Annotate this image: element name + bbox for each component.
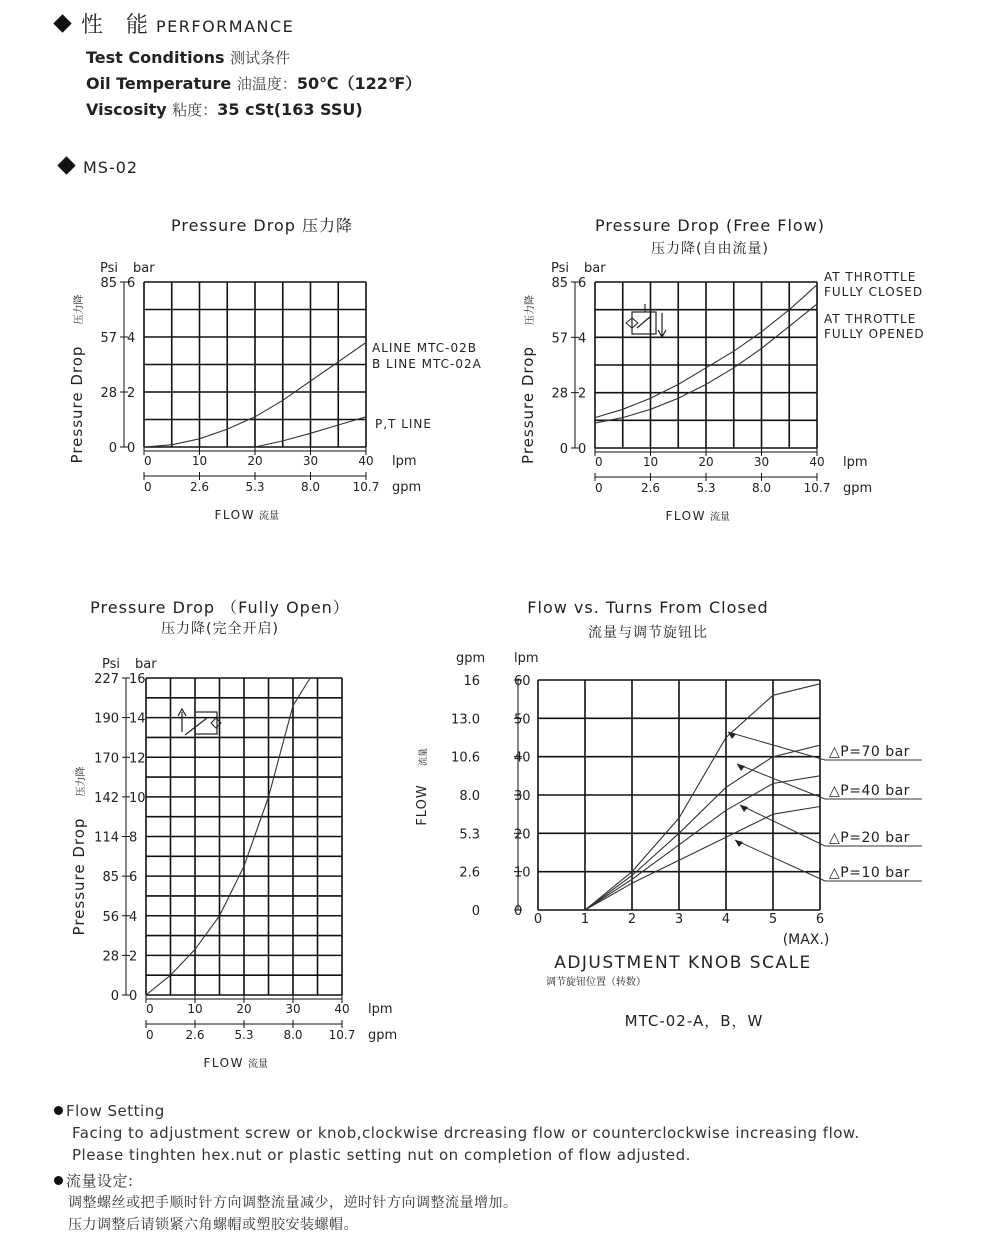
series-line-4 xyxy=(585,807,820,911)
lpm-tick-label: 40 xyxy=(514,750,531,766)
annotation-label: P,T LINE xyxy=(375,417,432,431)
condition-label: Test Conditions xyxy=(86,48,225,67)
x-axis-title: FLOW xyxy=(665,509,706,523)
psi-tick-label: 28 xyxy=(102,949,119,965)
annotation-label: AT THROTTLE xyxy=(824,270,917,284)
gpm-tick-label: 5.3 xyxy=(459,827,480,843)
leader-line xyxy=(740,805,825,846)
gpm-tick-label: 0 xyxy=(471,904,480,919)
bar-tick-label: 2 xyxy=(129,949,138,965)
x-unit-gpm: gpm xyxy=(368,1028,398,1043)
x-unit-lpm: lpm xyxy=(843,455,868,470)
bar-tick-label: 4 xyxy=(578,331,587,347)
y-axis-title: FLOW xyxy=(415,784,430,826)
note-line-en: Please tinghten hex.nut or plastic setting nut on completion of flow adjusted. xyxy=(72,1146,691,1164)
gpm-tick-label: 2.6 xyxy=(189,480,210,494)
condition-label: Viscosity xyxy=(86,100,167,119)
chart-4 xyxy=(415,598,829,1030)
model-name: MS-02 xyxy=(83,158,139,177)
chart-1 xyxy=(68,216,421,522)
gpm-tick-label: 5.3 xyxy=(696,481,716,495)
lpm-tick-label: 30 xyxy=(285,1002,301,1016)
chart-2 xyxy=(519,216,872,523)
x-unit-gpm: gpm xyxy=(392,480,422,495)
bar-tick-label: 12 xyxy=(129,751,146,767)
lpm-tick-label: 40 xyxy=(358,454,374,468)
valve-body xyxy=(632,312,656,334)
y-axis-title-cn: 流量 xyxy=(419,747,429,767)
gpm-tick-label: 10.7 xyxy=(803,481,831,495)
gpm-tick-label: 5.3 xyxy=(234,1028,254,1042)
series-legend-label: △P=20 bar xyxy=(829,830,910,846)
gpm-tick-label: 2.6 xyxy=(185,1028,205,1042)
x-unit-gpm: gpm xyxy=(843,481,873,496)
bar-tick-label: 14 xyxy=(129,711,146,727)
psi-tick-label: 190 xyxy=(94,711,119,727)
lpm-tick-label: 0 xyxy=(146,1002,154,1016)
psi-tick-label: 28 xyxy=(551,386,568,402)
bar-tick-label: 16 xyxy=(129,672,146,687)
note-title-cn-text: 流量设定: xyxy=(66,1172,134,1190)
y-axis-title: Pressure Drop xyxy=(519,346,537,464)
x-axis-title: FLOW xyxy=(203,1056,244,1070)
psi-tick-label: 85 xyxy=(551,276,568,291)
x-tick-label: 6 xyxy=(815,912,825,927)
annotation-label: FULLY OPENED xyxy=(824,327,925,341)
x-axis-title-cn: 调节旋钮位置（转数） xyxy=(546,977,646,988)
condition-value: 35 cSt(163 SSU) xyxy=(217,100,363,119)
psi-tick-label: 170 xyxy=(94,751,119,767)
bullet-icon xyxy=(54,1106,63,1115)
psi-tick-label: 0 xyxy=(110,989,119,1004)
annotation-label: B LINE MTC-02A xyxy=(372,357,482,371)
note-title-en xyxy=(54,1100,860,1122)
bar-tick-label: 0 xyxy=(578,442,587,457)
x-unit-lpm: lpm xyxy=(368,1002,393,1017)
gpm-tick-label: 8.0 xyxy=(751,481,772,495)
chart-subtitle: 压力降(自由流量) xyxy=(651,241,769,257)
psi-tick-label: 57 xyxy=(551,331,568,347)
condition-value: 50℃（122℉） xyxy=(296,74,422,93)
valve-lines xyxy=(178,709,195,745)
bar-tick-label: 4 xyxy=(127,331,136,346)
psi-tick-label: 227 xyxy=(94,672,119,687)
gpm-tick-label: 16 xyxy=(463,674,480,689)
condition-label: Oil Temperature xyxy=(86,74,232,93)
chart-title: Pressure Drop （Fully Open） xyxy=(90,598,350,617)
psi-tick-label: 56 xyxy=(102,909,119,925)
series-legend-label: △P=40 bar xyxy=(829,783,910,799)
bar-tick-label: 6 xyxy=(578,276,587,291)
condition-label-cn: 油温度： xyxy=(236,75,297,93)
chart-subtitle: 压力降(完全开启) xyxy=(161,621,279,637)
y-axis-title: Pressure Drop xyxy=(68,345,86,464)
lpm-tick-label: 10 xyxy=(191,454,208,468)
psi-tick-label: 85 xyxy=(102,870,119,886)
bar-tick-label: 8 xyxy=(129,830,138,846)
x-unit-lpm: lpm xyxy=(392,454,417,469)
bullet-icon xyxy=(54,1176,63,1185)
lpm-tick-label: 20 xyxy=(236,1002,252,1016)
lpm-tick-label: 40 xyxy=(334,1002,350,1016)
lpm-tick-label: 30 xyxy=(753,455,770,469)
x-axis-title: FLOW xyxy=(214,508,255,522)
psi-tick-label: 0 xyxy=(559,442,568,457)
gpm-tick-label: 0 xyxy=(595,481,603,495)
psi-tick-label: 142 xyxy=(94,790,119,806)
chart-3 xyxy=(70,598,397,1070)
throttle-valve-icon xyxy=(178,709,221,745)
lpm-tick-label: 50 xyxy=(514,712,531,728)
x-axis-title-cn: 流量 xyxy=(248,1059,268,1070)
lpm-tick-label: 30 xyxy=(302,454,319,468)
leader-line xyxy=(735,840,825,881)
annotation-label: ALINE MTC-02B xyxy=(372,341,477,355)
psi-tick-label: 114 xyxy=(94,830,119,846)
x-tick-label: 4 xyxy=(721,912,731,927)
arrowhead-icon xyxy=(740,805,748,812)
y-axis-title-cn: 压力降 xyxy=(76,766,87,797)
y-unit-gpm: gpm xyxy=(456,651,486,666)
psi-tick-label: 28 xyxy=(100,386,117,401)
y-unit-psi: Psi xyxy=(551,261,569,276)
lpm-tick-label: 60 xyxy=(514,674,531,689)
gpm-tick-label: 5.3 xyxy=(245,480,265,494)
y-unit-bar: bar xyxy=(584,261,606,276)
flow-setting-notes xyxy=(54,1100,860,1236)
bar-tick-label: 2 xyxy=(127,386,136,401)
condition-label-cn: 测试条件 xyxy=(230,49,291,67)
bar-tick-label: 6 xyxy=(127,276,136,291)
x-axis-title: ADJUSTMENT KNOB SCALE xyxy=(554,953,812,973)
y-axis-title-cn: 压力降 xyxy=(74,294,85,325)
gpm-tick-label: 13.0 xyxy=(451,712,480,728)
gpm-tick-label: 10.6 xyxy=(451,750,480,766)
bar-tick-label: 10 xyxy=(129,790,146,806)
psi-tick-label: 85 xyxy=(100,276,117,291)
y-axis-title-cn: 压力降 xyxy=(525,295,536,325)
chart-title: Pressure Drop 压力降 xyxy=(171,216,353,235)
annotation-label: FULLY CLOSED xyxy=(824,285,924,299)
arrowhead-icon xyxy=(735,840,743,847)
gpm-tick-label: 0 xyxy=(144,480,152,494)
annotation-label: AT THROTTLE xyxy=(824,312,917,326)
psi-tick-label: 0 xyxy=(108,441,117,456)
x-tick-label: 3 xyxy=(674,912,684,927)
gpm-tick-label: 2.6 xyxy=(459,865,480,881)
x-tick-label: 0 xyxy=(533,912,543,927)
series-legend-label: △P=10 bar xyxy=(829,865,910,881)
y-axis-title: Pressure Drop xyxy=(70,817,88,936)
note-line-en: Facing to adjustment screw or knob,clockwise drcreasing flow or counterclockwise increasing flow. xyxy=(72,1124,860,1142)
lpm-tick-label: 0 xyxy=(514,904,523,919)
lpm-tick-label: 0 xyxy=(144,454,152,468)
gpm-tick-label: 10.7 xyxy=(352,480,380,494)
lpm-tick-label: 20 xyxy=(698,455,714,469)
bar-tick-label: 0 xyxy=(129,989,138,1004)
x-axis-title-cn: 流量 xyxy=(710,512,730,523)
x-tick-label: 2 xyxy=(627,912,637,927)
performance-title-cn: 性 能 xyxy=(81,13,156,38)
leader-line xyxy=(737,764,825,799)
note-title-cn xyxy=(54,1170,860,1192)
psi-tick-label: 57 xyxy=(100,331,117,346)
lpm-tick-label: 10 xyxy=(642,455,659,469)
bar-tick-label: 6 xyxy=(129,870,138,886)
condition-label-cn: 粘度： xyxy=(172,101,218,119)
lpm-tick-label: 0 xyxy=(595,455,603,469)
gpm-tick-label: 8.0 xyxy=(300,480,321,494)
chart-title: Pressure Drop (Free Flow) xyxy=(594,216,826,235)
y-unit-bar: bar xyxy=(133,261,155,276)
y-unit-bar: bar xyxy=(135,657,157,672)
lpm-tick-label: 20 xyxy=(514,827,531,843)
performance-title-en: PERFORMANCE xyxy=(156,17,295,36)
gpm-tick-label: 10.7 xyxy=(328,1028,356,1042)
valve-arrow xyxy=(637,316,651,328)
gpm-tick-label: 2.6 xyxy=(640,481,661,495)
note-title-en-text: Flow Setting xyxy=(66,1102,165,1120)
gpm-tick-label: 8.0 xyxy=(283,1028,303,1042)
y-unit-lpm: lpm xyxy=(514,651,539,666)
bar-tick-label: 2 xyxy=(578,386,587,402)
y-unit-psi: Psi xyxy=(102,657,120,672)
gpm-tick-label: 8.0 xyxy=(459,789,480,804)
lpm-tick-label: 20 xyxy=(247,454,263,468)
valve-body xyxy=(195,712,217,734)
x-axis-title-cn: 流量 xyxy=(259,511,279,522)
y-unit-psi: Psi xyxy=(100,261,118,276)
lpm-tick-label: 40 xyxy=(809,455,825,469)
series-legend-label: △P=70 bar xyxy=(829,744,910,760)
valve-arrow xyxy=(185,718,207,735)
x-tick-label: 5 xyxy=(768,912,778,927)
x-tick-label: 1 xyxy=(580,912,590,927)
lpm-tick-label: 10 xyxy=(187,1002,203,1016)
lpm-tick-label: 30 xyxy=(514,789,531,804)
note-line-cn: 压力调整后请锁紧六角螺帽或塑胶安装螺帽。 xyxy=(68,1217,358,1233)
bar-tick-label: 4 xyxy=(129,909,138,925)
lpm-tick-label: 10 xyxy=(514,865,531,881)
bar-tick-label: 0 xyxy=(127,441,136,456)
chart-subtitle: 流量与调节旋钮比 xyxy=(588,625,708,641)
x-max-label: (MAX.) xyxy=(782,932,830,948)
arrowhead-icon xyxy=(737,764,745,771)
note-line-cn: 调整螺丝或把手顺时针方向调整流量减少，逆时针方向调整流量增加。 xyxy=(68,1195,518,1211)
gpm-tick-label: 0 xyxy=(146,1028,154,1042)
chart-title: Flow vs. Turns From Closed xyxy=(527,598,769,617)
arrowhead-icon xyxy=(728,732,736,739)
model-label: MTC-02-A，B，W xyxy=(624,1012,764,1030)
